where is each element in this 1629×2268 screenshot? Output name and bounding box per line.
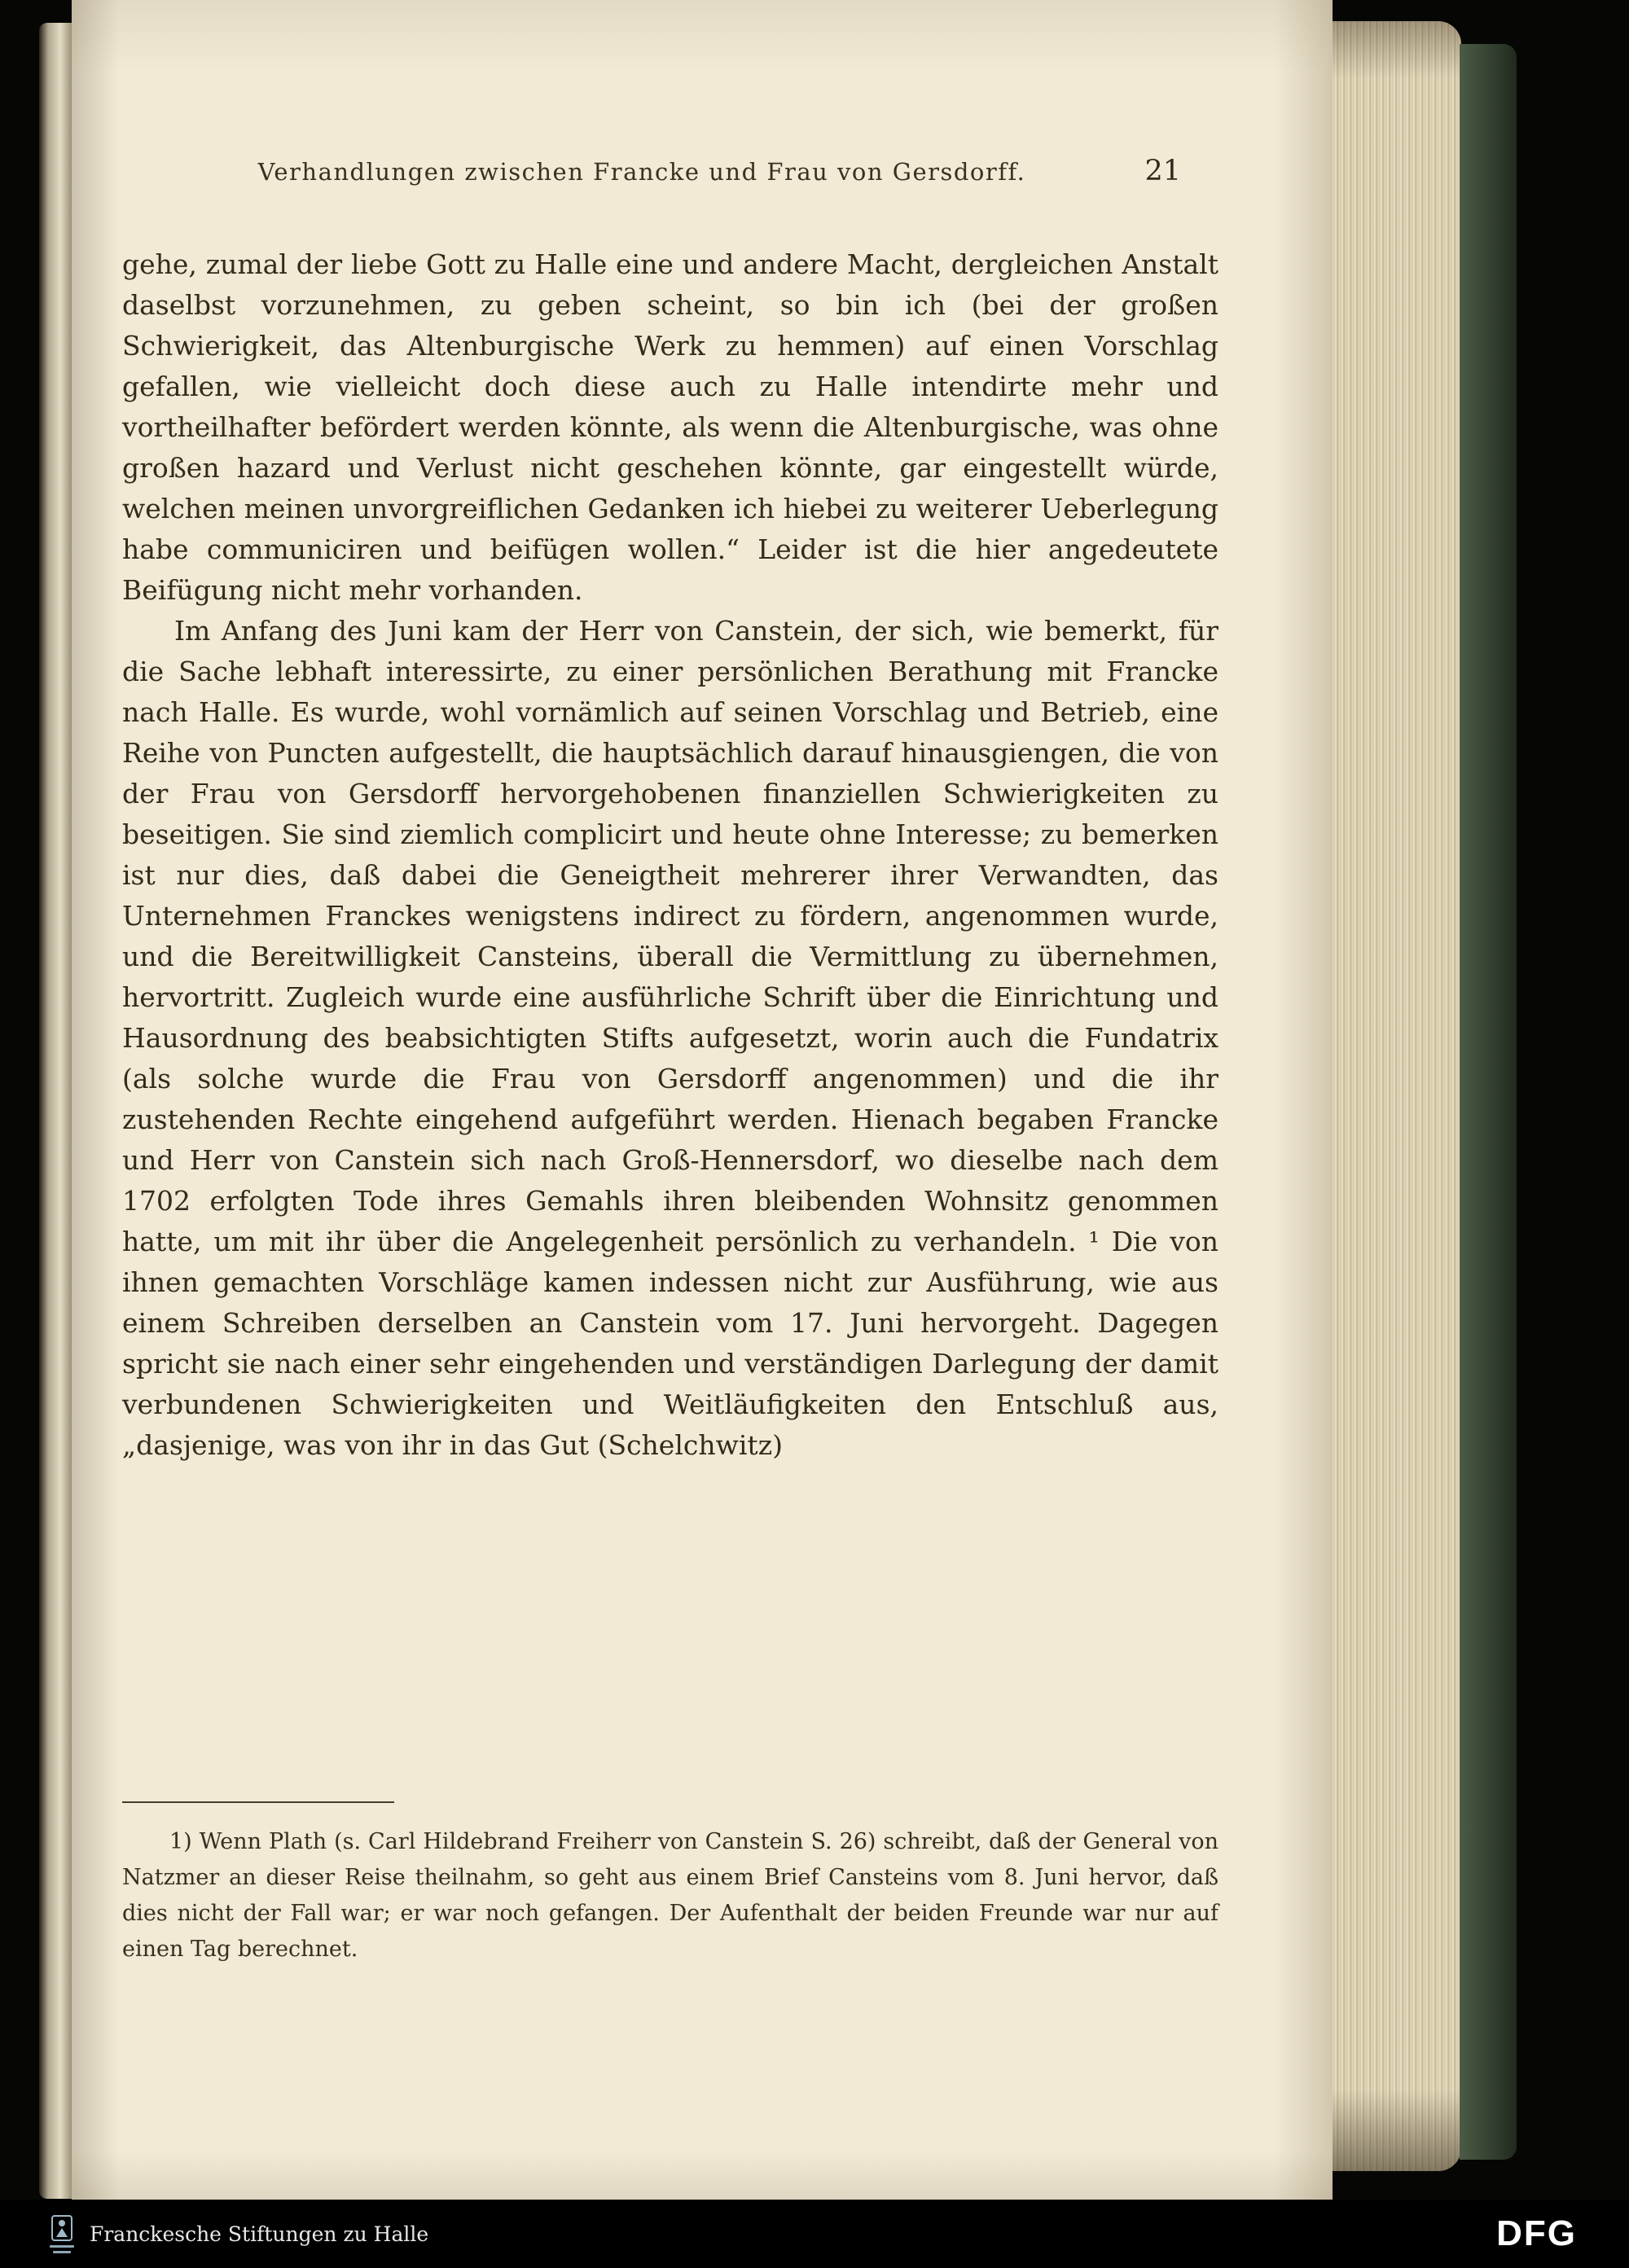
institution-name: Franckesche Stiftungen zu Halle xyxy=(90,2222,429,2246)
opposite-page-edge xyxy=(39,23,72,2199)
page-number: 21 xyxy=(1144,155,1181,187)
dfg-logo: DFG xyxy=(1496,2213,1577,2253)
institution-logo-icon xyxy=(47,2210,77,2257)
running-title: Verhandlungen zwischen Francke und Frau von Gersdorff. xyxy=(257,158,1026,186)
paragraph: gehe, zumal der liebe Gott zu Halle eine und andere Macht, dergleichen Anstalt daselbst vorzunehmen, zu geben scheint, so bin ich (bei der großen Schwierigkeit, das Altenburgische Werk zu hemmen) auf einen Vorschlag gefallen, wie vielleicht doch diese auch zu Halle intendirte mehr und vortheilhafter befördert werden könnte, als wenn die Altenburgische, was ohne großen hazard und Verlust nicht geschehen könnte, gar eingestellt würde, welchen meinen unvorgreiflichen Gedanken ich hiebei zu weiterer Ueberlegung habe communiciren und beifügen wollen.“ Leider ist die hier angedeutete Beifügung nicht mehr vorhanden. xyxy=(122,248,1218,606)
viewer-footer-bar xyxy=(0,2200,1629,2268)
book-fore-edge-pages xyxy=(1333,21,1461,2171)
paragraph: Im Anfang des Juni kam der Herr von Canstein, der sich, wie bemerkt, für die Sache lebhaft interessirte, zu einer persönlichen Berathung mit Francke nach Halle. Es wurde, wohl vornämlich auf seinen Vorschlag und Betrieb, eine Reihe von Puncten aufgestellt, die hauptsächlich darauf hinausgiengen, die von der Frau von Gersdorff hervorgehobenen finanziellen Schwierigkeiten zu beseitigen. Sie sind ziemlich complicirt und heute ohne Interesse; zu bemerken ist nur dies, daß dabei die Geneigtheit mehrerer ihrer Verwandten, das Unternehmen Franckes wenigstens indirect zu fördern, angenommen wurde, und die Bereitwilligkeit Cansteins, überall die Vermittlung zu übernehmen, hervortritt. Zugleich wurde eine ausführliche Schrift über die Einrichtung und Hausordnung des beabsichtigten Stifts aufgesetzt, worin auch die Fundatrix (als solche wurde die Frau von Gersdorff angenommen) und die ihr zustehenden Rechte eingehend aufgeführt werden. Hienach begaben Francke und Herr von Canstein sich nach Groß-Hennersdorf, wo dieselbe nach dem 1702 erfolgten Tode ihres Gemahls ihren bleibenden Wohnsitz genommen hatte, um mit ihr über die Angelegenheit persönlich zu verhandeln. ¹ Die von ihnen gemachten Vorschläge kamen indessen nicht zur Ausführung, wie aus einem Schreiben derselben an Canstein vom 17. Juni hervorgeht. Dagegen spricht sie nach einer sehr eingehenden und verständigen Darlegung der damit verbundenen Schwierigkeiten und Weitläufigkeiten den Entschluß aus, „dasjenige, was von ihr in das Gut (Schelchwitz) xyxy=(122,615,1218,1461)
footnote: 1) Wenn Plath (s. Carl Hildebrand Freiherr von Canstein S. 26) schreibt, daß der General von Natzmer an dieser Reise theilnahm, so geht aus einem Brief Cansteins vom 8. Juni hervor, daß dies nicht der Fall war; er war noch gefangen. Der Aufenthalt der beiden Freunde war nur auf einen Tag berechnet. xyxy=(122,1829,1218,1962)
logo-caption-line xyxy=(50,2245,74,2248)
footnote-separator xyxy=(122,1801,394,1803)
logo-caption-line xyxy=(53,2251,71,2253)
book-page xyxy=(72,0,1333,2200)
institution-brand xyxy=(47,2210,428,2257)
body-text xyxy=(122,244,1218,1466)
book-cover xyxy=(1460,44,1517,2160)
running-head xyxy=(122,155,1218,197)
institution-emblem-icon xyxy=(50,2214,74,2242)
